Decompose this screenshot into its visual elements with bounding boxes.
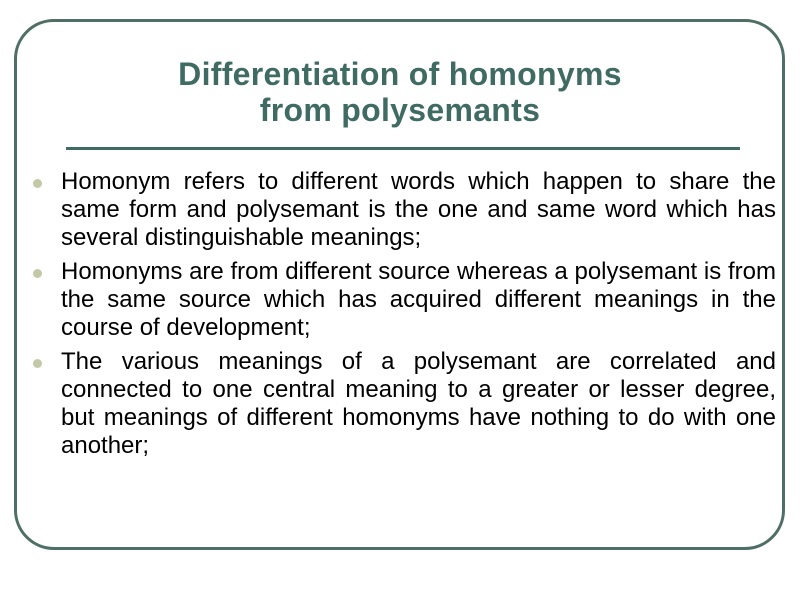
bullet-item xyxy=(30,348,776,460)
bullet-item xyxy=(30,168,776,252)
bullet-text: The various meanings of a polysemant are correlated and connected to one central meaning to a greater or lesser degree, but meanings of different homonyms have nothing to do with one another; xyxy=(61,348,776,459)
bullet-item xyxy=(30,258,776,342)
bullet-dot-icon xyxy=(33,359,42,368)
title-line-1: Differentiation of homonyms xyxy=(178,56,622,92)
title-divider xyxy=(66,147,740,150)
bullet-list xyxy=(30,168,776,466)
bullet-text: Homonyms are from different source whereas a polysemant is from the same source which has acquired different meanings in the course of development; xyxy=(61,258,776,341)
bullet-text: Homonym refers to different words which happen to share the same form and polysemant is the one and same word which has several distinguishable meanings; xyxy=(61,168,776,251)
bullet-dot-icon xyxy=(33,179,42,188)
slide-title xyxy=(0,56,800,128)
title-line-2: from polysemants xyxy=(259,92,541,128)
bullet-dot-icon xyxy=(33,269,42,278)
